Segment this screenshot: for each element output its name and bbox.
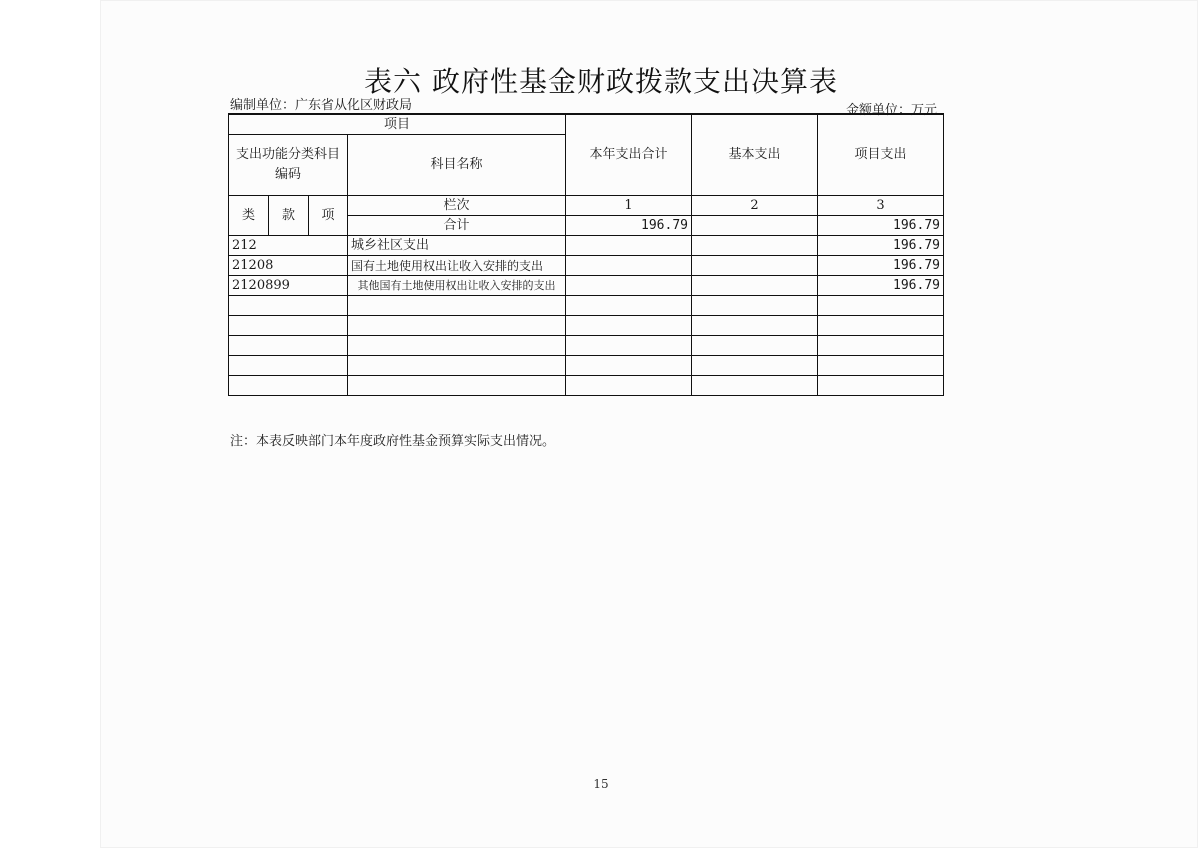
page-number: 15 xyxy=(593,777,609,791)
total-col2 xyxy=(692,216,818,236)
row-col2 xyxy=(692,256,818,276)
col-number-2: 2 xyxy=(692,196,818,216)
header-kuan: 款 xyxy=(269,196,309,236)
total-col3: 196.79 xyxy=(818,216,944,236)
budget-table xyxy=(228,113,944,396)
row-name: 城乡社区支出 xyxy=(348,236,566,256)
table-row xyxy=(229,256,944,276)
empty-row xyxy=(229,356,944,376)
col-number-3: 3 xyxy=(818,196,944,216)
header-project: 项目 xyxy=(229,114,566,135)
row-col3: 196.79 xyxy=(818,236,944,256)
header-lei: 类 xyxy=(229,196,269,236)
header-col2: 基本支出 xyxy=(692,114,818,196)
row-col3: 196.79 xyxy=(818,256,944,276)
header-col1: 本年支出合计 xyxy=(566,114,692,196)
row-col2 xyxy=(692,276,818,296)
row-code: 212 xyxy=(229,236,348,256)
row-code: 21208 xyxy=(229,256,348,276)
table-row xyxy=(229,276,944,296)
amount-unit: 金额单位：万元 xyxy=(846,103,938,118)
empty-row xyxy=(229,336,944,356)
total-col1: 196.79 xyxy=(566,216,692,236)
col-number-1: 1 xyxy=(566,196,692,216)
row-code: 2120899 xyxy=(229,276,348,296)
row-col1 xyxy=(566,256,692,276)
total-label: 合计 xyxy=(348,216,566,236)
page-title: 表六 政府性基金财政拨款支出决算表 xyxy=(364,65,838,98)
row-col3: 196.79 xyxy=(818,276,944,296)
header-lanci: 栏次 xyxy=(348,196,566,216)
empty-row xyxy=(229,296,944,316)
compiling-unit: 编制单位：广东省从化区财政局 xyxy=(230,98,413,113)
row-col2 xyxy=(692,236,818,256)
header-col3: 项目支出 xyxy=(818,114,944,196)
row-col1 xyxy=(566,236,692,256)
row-name: 国有土地使用权出让收入安排的支出 xyxy=(348,256,566,276)
header-code-label: 支出功能分类科目编码 xyxy=(229,135,348,196)
empty-row xyxy=(229,316,944,336)
table-row xyxy=(229,236,944,256)
row-col1 xyxy=(566,276,692,296)
table-note: 注：本表反映部门本年度政府性基金预算实际支出情况。 xyxy=(230,434,556,449)
header-name-label: 科目名称 xyxy=(348,135,566,196)
row-name: 其他国有土地使用权出让收入安排的支出 xyxy=(348,276,566,296)
header-xiang: 项 xyxy=(309,196,348,236)
empty-row xyxy=(229,376,944,396)
